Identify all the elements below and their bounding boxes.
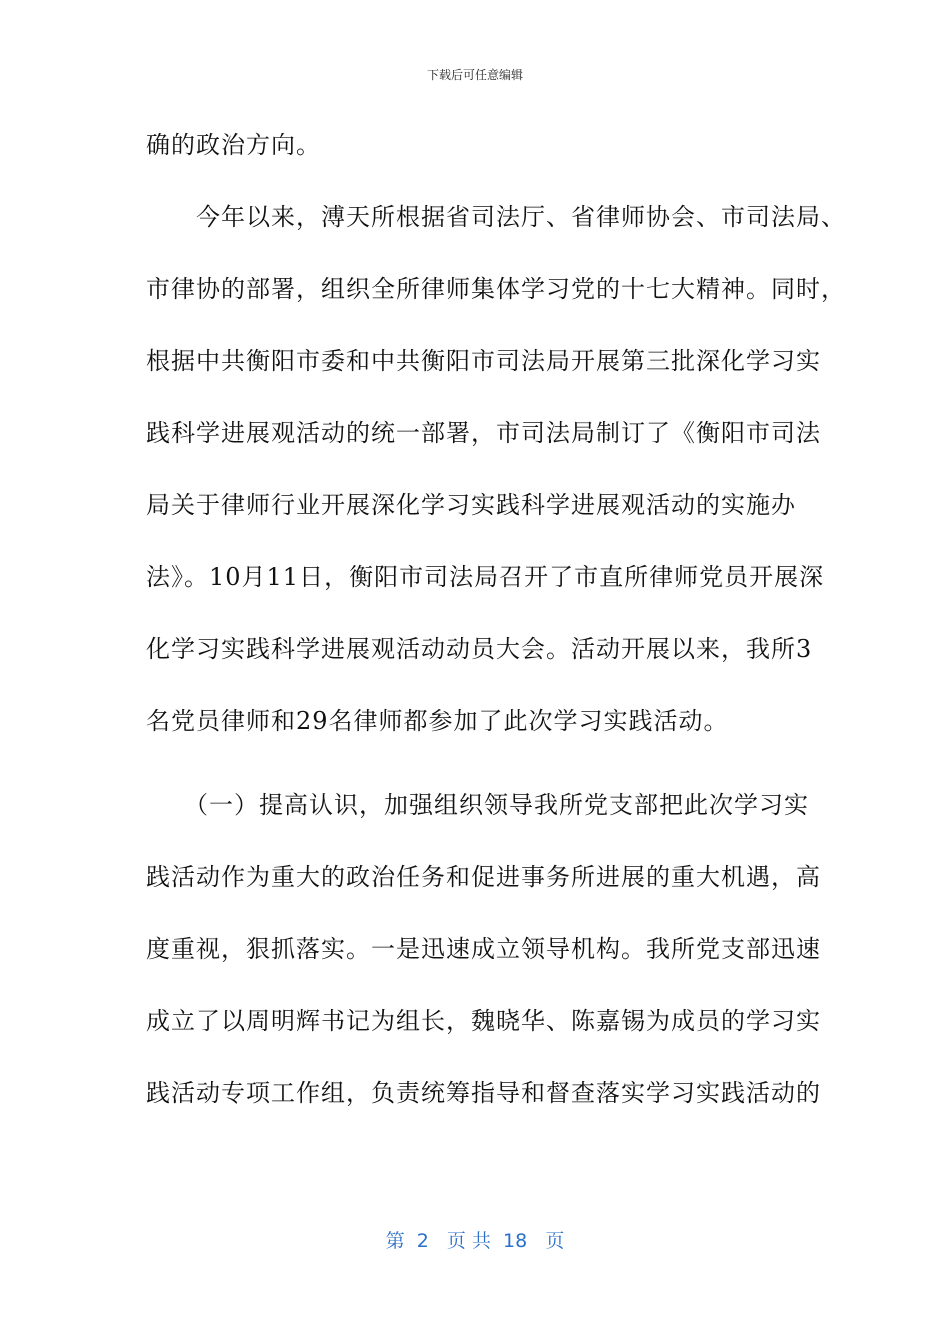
- paragraph-line: 成立了以周明辉书记为组长，魏晓华、陈嘉锡为成员的学习实: [146, 1007, 821, 1035]
- paragraph-line: 践科学进展观活动的统一部署，市司法局制订了《衡阳市司法: [146, 419, 821, 447]
- paragraph-line: 市律协的部署，组织全所律师集体学习党的十七大精神。同时，: [146, 275, 846, 303]
- paragraph-line: 确的政治方向。: [146, 131, 321, 159]
- paragraph-line: 名党员律师和29名律师都参加了此次学习实践活动。: [146, 707, 729, 735]
- paragraph-line: 法》。10月11日，衡阳市司法局召开了市直所律师党员开展深: [146, 563, 825, 591]
- paragraph-line: 化学习实践科学进展观活动动员大会。活动开展以来，我所3: [146, 635, 813, 663]
- paragraph-line: 践活动作为重大的政治任务和促进事务所进展的重大机遇，高: [146, 863, 821, 891]
- paragraph-line: （一）提高认识，加强组织领导我所党支部把此次学习实: [146, 791, 809, 819]
- page-number-footer: 第 2 页 共 18 页: [385, 1230, 565, 1252]
- paragraph-line: 今年以来，溥天所根据省司法厅、省律师协会、市司法局、: [146, 203, 846, 231]
- paragraph-line: 践活动专项工作组，负责统筹指导和督查落实学习实践活动的: [146, 1079, 821, 1107]
- header-note: 下载后可任意编辑: [426, 68, 523, 82]
- paragraph-line: 根据中共衡阳市委和中共衡阳市司法局开展第三批深化学习实: [146, 347, 821, 375]
- paragraph-line: 局关于律师行业开展深化学习实践科学进展观活动的实施办: [146, 491, 796, 519]
- paragraph-line: 度重视，狠抓落实。一是迅速成立领导机构。我所党支部迅速: [146, 935, 821, 963]
